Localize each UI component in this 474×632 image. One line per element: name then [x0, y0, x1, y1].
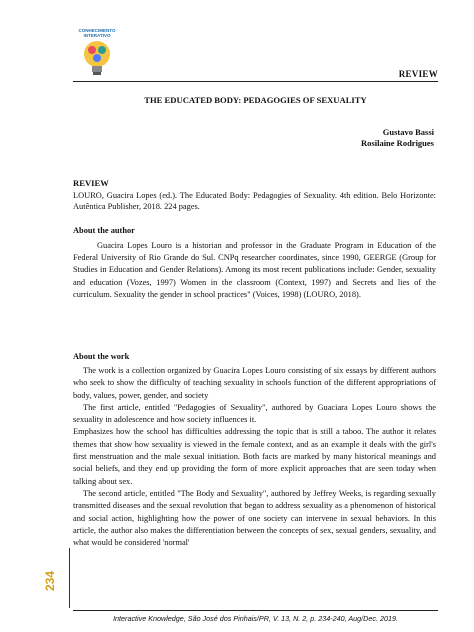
author-name: Rosilaine Rodrigues: [361, 138, 434, 148]
page-title: THE EDUCATED BODY: PEDAGOGIES OF SEXUALITY: [144, 95, 367, 105]
footer-citation: Interactive Knowledge, São José dos Pinhais/PR, V. 13, N. 2, p. 234-240, Aug/Dec. 2019.: [113, 614, 398, 623]
review-citation: LOURO, Guacira Lopes (ed.). The Educated Body: Pedagogies of Sexuality. 4th edition. Belo Horizonte: Autêntica Publisher, 2018. 224 pages.: [73, 191, 436, 211]
about-work-heading: About the work: [73, 352, 130, 361]
section-label: REVIEW: [398, 69, 438, 79]
about-author-paragraph: Guacira Lopes Louro is a historian and professor in the Graduate Program in Education of the Federal University of Rio Grande do Sul. CNPq researcher coordinates, since 1990, GEERGE (Group for Studies in Education and Gender Relations). Among its most recent publications include: Gender, sexuality and education (Vozes, 1997) Women in the classroom (Context, 1997) and Secrets and lies of the curriculum. Sexuality the gender in school practices" (Voices, 1998) (LOURO, 2018).: [73, 241, 436, 299]
footer-rule: [73, 610, 438, 611]
journal-logo: [73, 28, 121, 78]
margin-rule: [69, 548, 70, 608]
page-number: 234: [43, 570, 57, 591]
about-author-section: [73, 240, 436, 301]
header-rule: [73, 81, 438, 82]
review-heading: REVIEW: [73, 178, 109, 188]
work-paragraph: The first article, entitled "Pedagogies of Sexuality", authored by Guaciara Lopes Louro shows the sexuality in adolescence and how society influences it.: [73, 402, 436, 425]
logo-text: CONHECIMENTO INTERATIVO: [78, 28, 116, 38]
work-paragraph: The second article, entitled "The Body and Sexuality", authored by Jeffrey Weeks, is regarding sexually transmitted diseases and the sexual revolution that began to address sexuality as a phenomenon of historical and social action, highlighting how the power of one society can intervene in sexual behaviors. In this article, the author also makes the differentiation between the concepts of sex, sexual genders, sexuality, and what would be considered 'normal': [73, 488, 436, 548]
about-work-section: [73, 365, 436, 549]
work-paragraph: Emphasizes how the school has difficulties addressing the topic that is still a taboo. The author it relates themes that show how sexuality is viewed in the female context, and as an example it deals with the girl's first menstruation and the male sexual initiation. Both facts are marked by many historical meanings and social beliefs, and they end up providing the form of more explicit approaches that are seen today when talking about sex.: [73, 427, 436, 486]
author-name: Gustavo Bassi: [382, 127, 434, 137]
work-paragraph: The work is a collection organized by Guacira Lopes Louro consisting of six essays by different authors who seek to show the difficulty of teaching sexuality in schools function of the different appropriations of body, values, power, gender, and society: [73, 366, 436, 400]
about-author-heading: About the author: [73, 226, 135, 235]
